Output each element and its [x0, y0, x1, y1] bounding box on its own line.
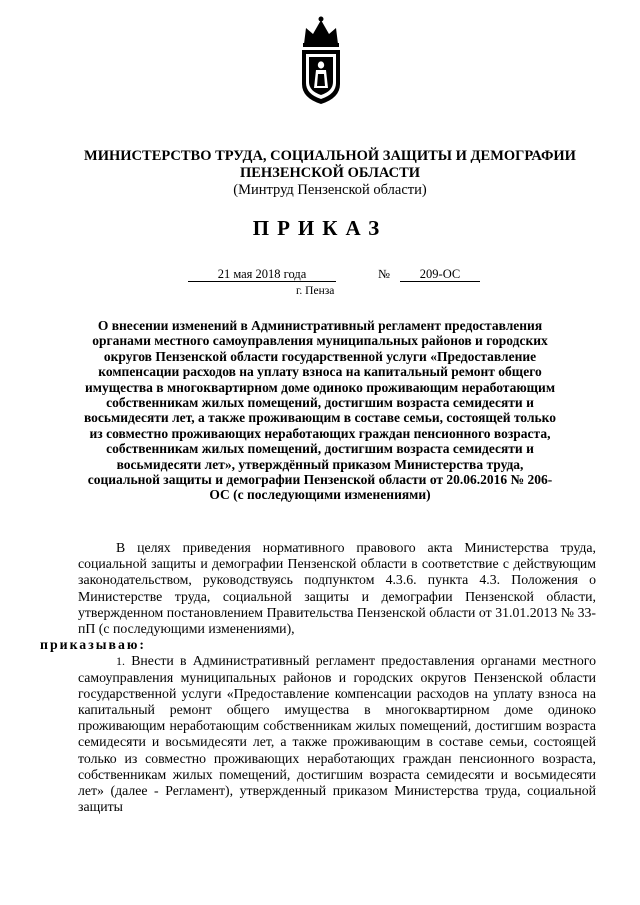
order-body	[40, 540, 596, 815]
preamble-text: В целях приведения нормативного правового акта Министерства труда, социальной защиты и демографии Пензенской области в соответствие с действующим законодательством, руководствуясь подпунктом 4.3.6. пункта 4.3. Положения о Министерстве труда, социальной защиты и демографии Пензенской области, утвержденном постановлением Правительства Пензенской области от 31.01.2013 № 33-пП (с последующими изменениями),	[78, 540, 596, 637]
ministry-name: МИНИСТЕРСТВО ТРУДА, СОЦИАЛЬНОЙ ЗАЩИТЫ И ДЕМОГРАФИИ ПЕНЗЕНСКОЙ ОБЛАСТИ	[84, 148, 576, 181]
ministry-header	[60, 148, 600, 199]
item-1-paragraph	[78, 653, 596, 815]
order-word: приказываю:	[40, 637, 147, 653]
order-subject-heading: О внесении изменений в Административный регламент предоставления органами местного самоуправления муниципальных районов и городских округов Пензенской области государственной услуги «Предоставление компенсации расходов на уплату взноса на капитальный ремонт общего имущества в многоквартирном доме одиноко проживающим неработающим собственникам жилых помещений, достигшим возраста семидесяти и восьмидесяти лет, а также проживающим в составе семьи, состоящей только из совместно проживающих неработающих граждан пенсионного возраста, собственникам жилых помещений, достигшим возраста семидесяти и восьмидесяти лет», утверждённый приказом Министерства труда, социальной защиты и демографии Пензенской области от 20.06.2016 № 206-ОС (с последующими изменениями)	[83, 318, 557, 503]
ministry-short-name: (Минтруд Пензенской области)	[233, 182, 427, 198]
item-1-text: Внести в Административный регламент предоставления органами местного самоуправления муниципальных районов и городских округов Пензенской области государственной услуги «Предоставление компенсации расходов на уплату взноса на капитальный ремонт общего имущества в многоквартирном доме одиноко проживающим неработающим собственникам жилых помещений, достигшим возраста семидесяти и восьмидесяти лет, а также проживающим в составе семьи, состоящей только из совместно проживающих неработающих граждан пенсионного возраста, собственникам жилых помещений, достигшим возраста семидесяти и восьмидесяти лет» (далее - Регламент), утвержденный приказом Министерства труда, социальной защиты	[78, 653, 596, 815]
number-sign: №	[378, 267, 390, 281]
document-date: 21 мая 2018 года	[188, 267, 336, 282]
preamble-paragraph	[40, 540, 596, 653]
item-1-number: 1.	[116, 654, 125, 669]
document-number: 209-ОС	[400, 267, 480, 282]
document-type-title: ПРИКАЗ	[252, 216, 388, 240]
document-city: г. Пенза	[296, 285, 335, 297]
penza-region-coat-of-arms-icon	[294, 14, 348, 106]
